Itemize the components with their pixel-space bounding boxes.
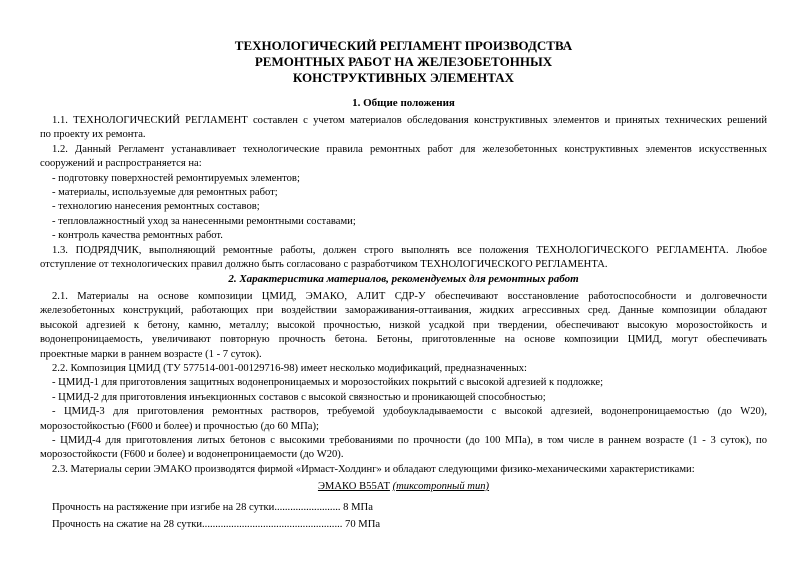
emaco-specs [52,499,380,533]
text-line: 1.1. ТЕХНОЛОГИЧЕСКИЙ РЕГЛАМЕНТ составлен с учетом материалов обследования конструктивных элементов и принятых технических решений [52,115,767,126]
emaco-subheading [0,480,807,494]
section-2-text [40,290,767,477]
title-line: КОНСТРУКТИВНЫХ ЭЛЕМЕНТАХ [292,70,515,85]
title-line: РЕМОНТНЫХ РАБОТ НА ЖЕЛЕЗОБЕТОННЫХ [254,54,553,69]
text-line: 2.1. Материалы на основе композиции ЦМИД, ЭМАКО, АЛИТ СДР-У обеспечивают восстановление работоспособности и долговечности [52,291,767,302]
text-line: сооружений и распространяется на: [40,158,202,170]
text-line: 1.3. ПОДРЯДЧИК, выполняющий ремонтные работы, должен строго выполнять все положения ТЕХНОЛОГИЧЕСКОГО РЕГЛАМЕНТА. Любое [52,244,767,256]
list-item: - технологию нанесения ремонтных составов; [52,201,260,213]
text-line: водонепроницаемость, увеличивают повторную прочность бетона. Бетоны, приготовленные на основе композиции ЦМИД, могут обеспечивать [40,334,767,346]
text-line: 1.2. Данный Регламент устанавливает технологические правила ремонтных работ для железобетонных конструктивных элементов искусственных [52,143,767,155]
text-line: морозостойкостью (F600 и более) и прочностью (до 60 МПа); [40,420,319,432]
list-item: - подготовку поверхностей ремонтируемых элементов; [52,172,300,184]
text-line: проектные марки в раннем возрасте (1 - 7 суток). [40,348,262,360]
title-line: ТЕХНОЛОГИЧЕСКИЙ РЕГЛАМЕНТ ПРОИЗВОДСТВА [234,38,573,53]
text-line: морозостойкости (F600 и более) и водонепроницаемости (до W20). [40,449,344,461]
text-line: высокой адгезией к бетону, камню, металлу; высокой прочностью, низкой усадкой при твердении, обеспечивают высокую морозостойкость и [40,319,767,331]
list-item: - ЦМИД-4 для приготовления литых бетонов с высокими требованиями по прочности (до 100 МПа), в том числе в раннем возрасте (1 - 3 суток), по [52,435,767,447]
text-line: отступление от технологических правил должно быть согласовано с разработчиком ТЕХНОЛОГИЧЕСКОГО РЕГЛАМЕНТА. [40,259,608,271]
emaco-type: (тиксотропный тип) [392,481,490,492]
text-line: железобетонных конструкций, работающих при воздействии замораживания-оттаивания, жидких агрессивных сред. Данные композиции обладают [40,305,767,317]
list-item: - ЦМИД-2 для приготовления инъекционных составов с высокой связностью и проникающей способностью; [52,391,546,403]
text-line: по проекту их ремонта. [40,129,146,141]
spec-line: Прочность на сжатие на 28 сутки..................................................... 70 МПа [52,519,381,530]
spec-line: Прочность на растяжение при изгибе на 28 сутки......................... 8 МПа [52,502,373,513]
section-1-text [40,114,767,272]
list-item: - контроль качества ремонтных работ. [52,230,223,242]
list-item: - ЦМИД-3 для приготовления ремонтных растворов, требуемой удобоукладываемости с высокой адгезией, водонепроницаемостью (до W20), [52,406,767,418]
section-2-heading: 2. Характеристика материалов, рекомендуемых для ремонтных работ [228,273,579,285]
text-line: 2.3. Материалы серии ЭМАКО производятся фирмой «Ирмаст-Холдинг» и обладают следующими физико-механическими характеристиками: [52,463,695,475]
section-1-heading: 1. Общие положения [352,97,455,109]
text-line: 2.2. Композиция ЦМИД (ТУ 577514-001-00129716-98) имеет несколько модификаций, предназначенных: [52,363,527,375]
list-item: - ЦМИД-1 для приготовления защитных водонепроницаемых и морозостойких покрытий с высокой адгезией к подложке; [52,377,604,389]
document-title [0,38,807,86]
list-item: - тепловлажностный уход за нанесенными ремонтными составами; [52,215,356,227]
emaco-name: ЭМАКО В55АТ [317,481,390,492]
list-item: - материалы, используемые для ремонтных работ; [52,187,278,199]
